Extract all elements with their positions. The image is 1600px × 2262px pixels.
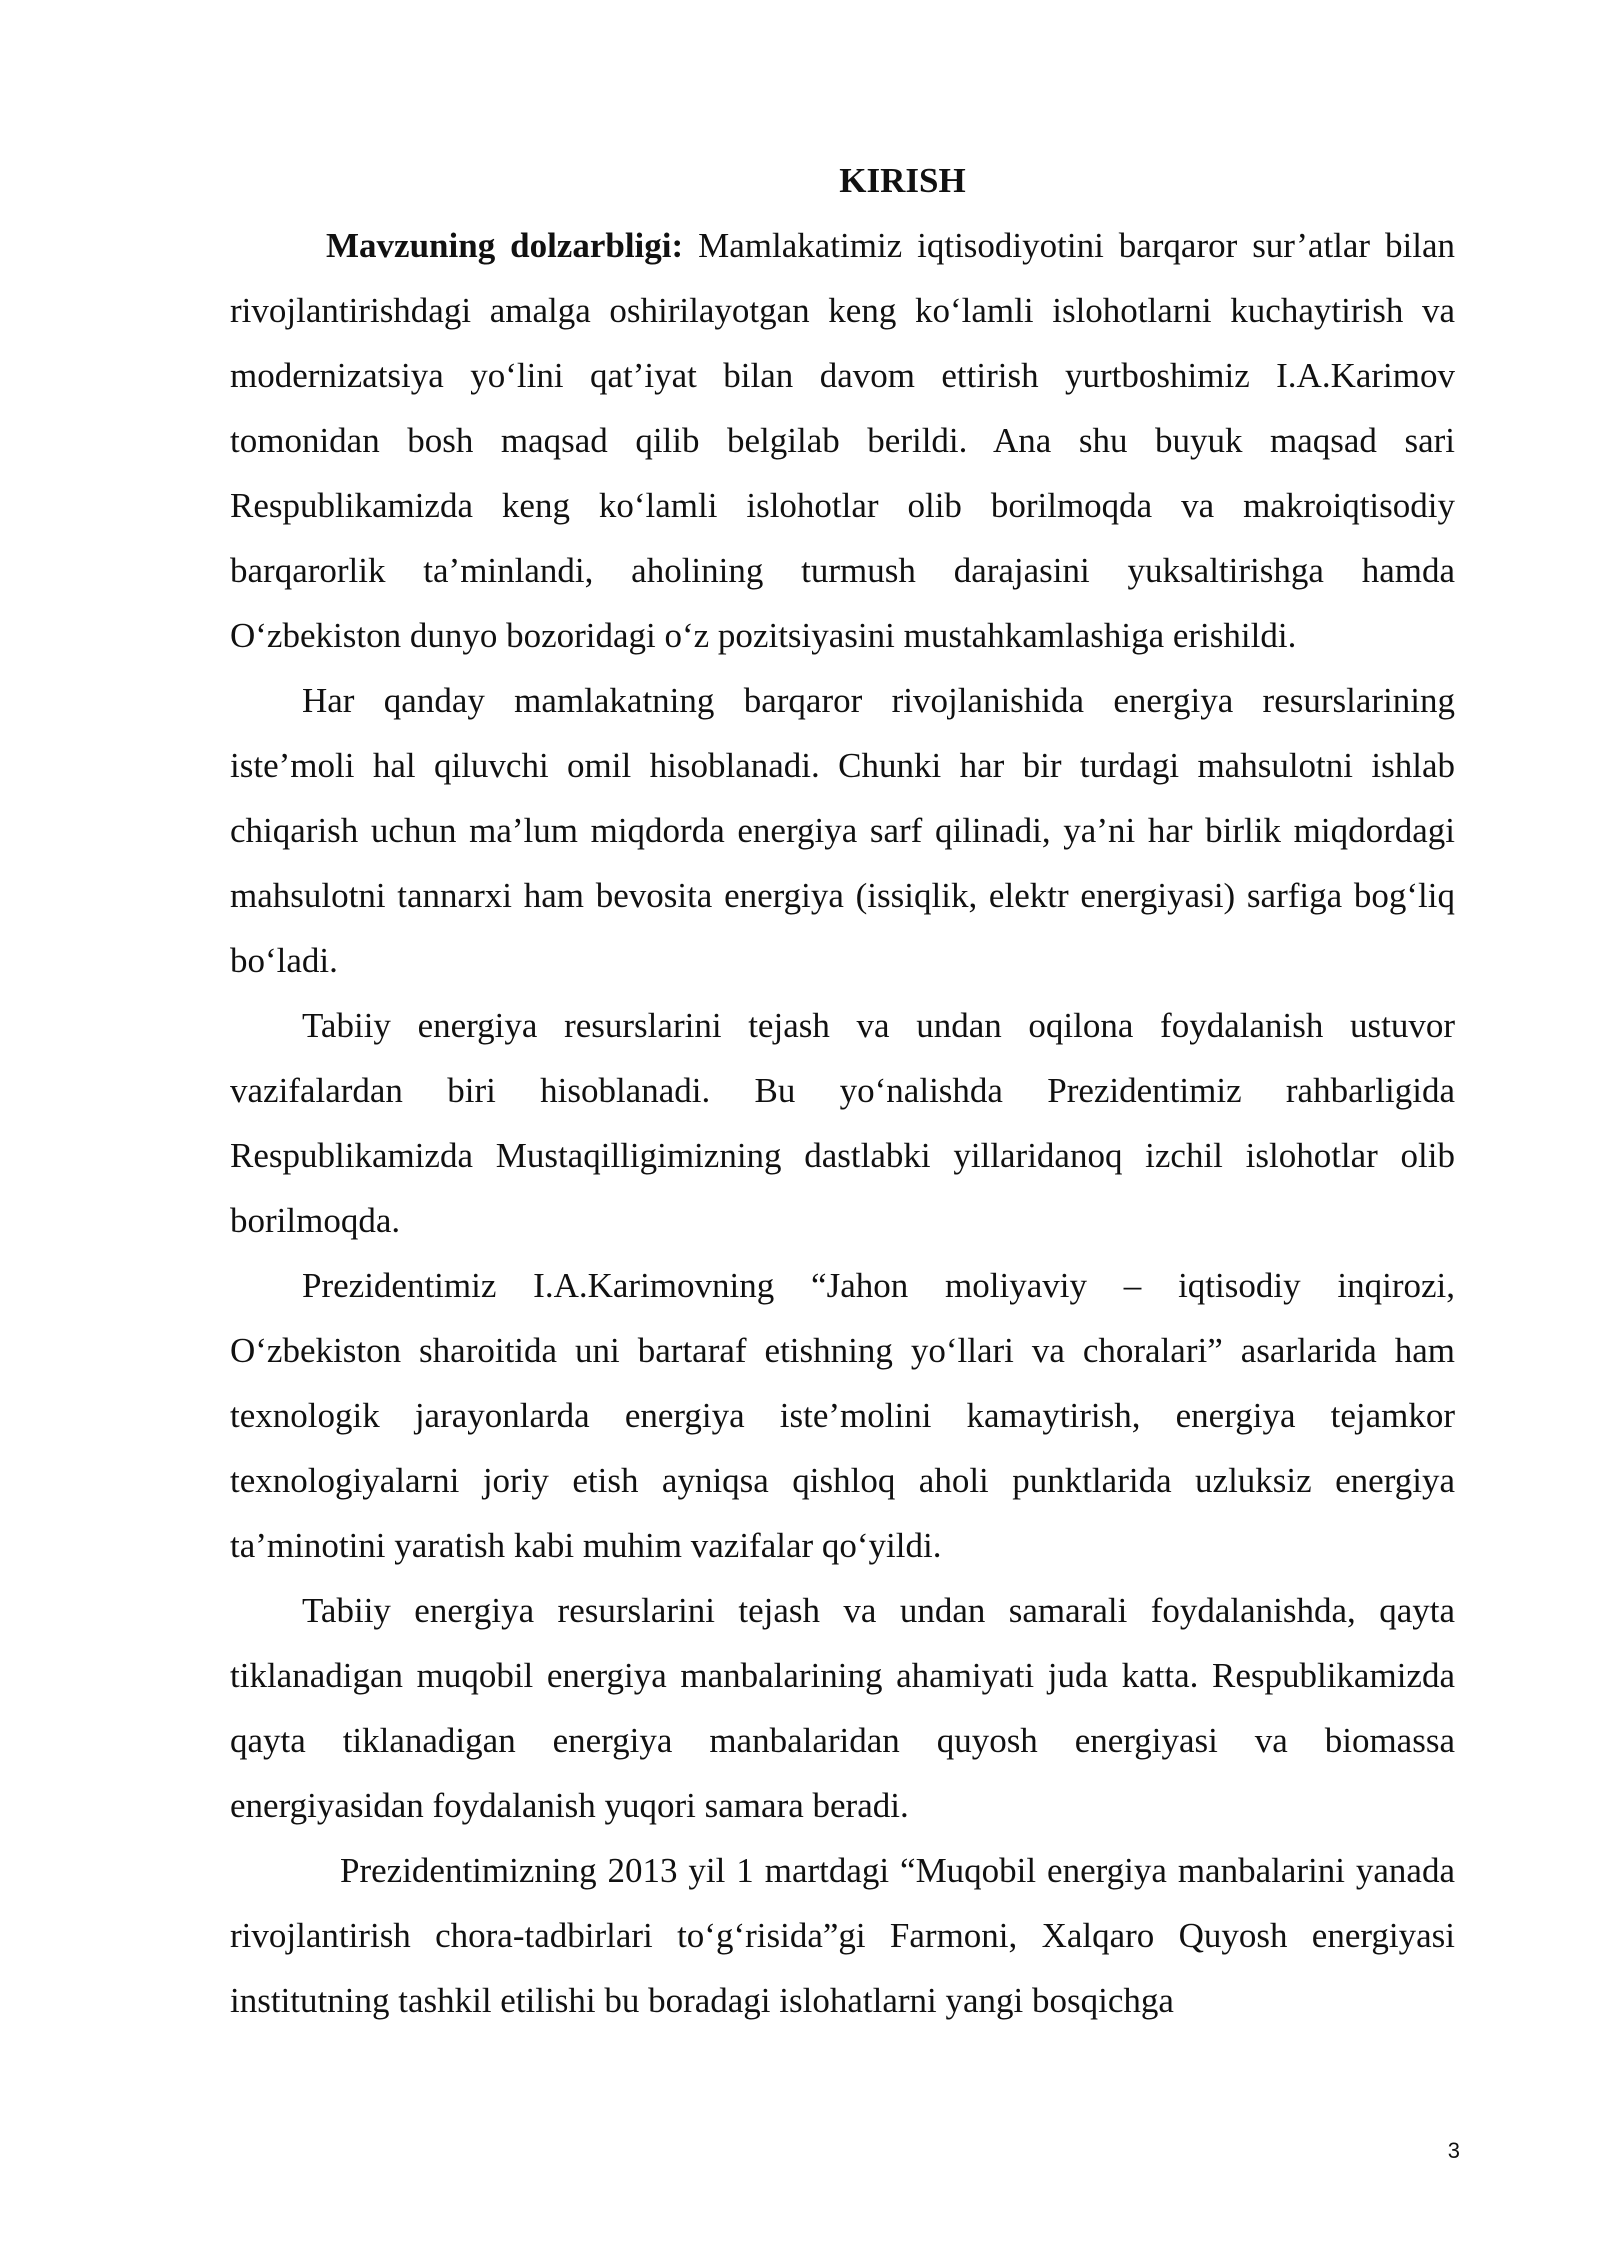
page-number: 3 [1447, 2138, 1460, 2163]
paragraph: Tabiiy energiya resurslarini tejash va undan oqilona foydalanish ustuvor vazifalardan biri hisoblanadi. Bu yo‘nalishda Prezidentimiz rahbarligida Respublikamizda Mustaqilligimizning dastlabki yillaridanoq izchil islohotlar olib borilmoqda. [230, 1006, 1455, 1240]
document-body [230, 148, 1455, 2033]
paragraph-text: Mamlakatimiz iqtisodiyotini barqaror sur’atlar bilan rivojlantirishdagi amalga oshirilayotgan keng ko‘lamli islohotlarni kuchaytirish va modernizatsiya yo‘lini qat’iyat bilan davom ettirish yurtboshimiz I.A.Karimov tomonidan bosh maqsad qilib belgilab berildi. Ana shu buyuk maqsad sari Respublikamizda keng ko‘lamli islohotlar olib borilmoqda va makroiqtisodiy barqarorlik ta’minlandi, aholining turmush darajasini yuksaltirishga hamda O‘zbekiston dunyo bozoridagi o‘z pozitsiyasini mustahkamlashiga erishildi. [230, 226, 1455, 655]
section-title: KIRISH [839, 161, 966, 200]
paragraph: Prezidentimizning 2013 yil 1 martdagi “Muqobil energiya manbalarini yanada rivojlantirish chora-tadbirlari to‘g‘risida”gi Farmoni, Xalqaro Quyosh energiyasi institutning tashkil etilishi bu boradagi islohatlarni yangi bosqichga [230, 1851, 1455, 2020]
paragraph: Har qanday mamlakatning barqaror rivojlanishida energiya resurslarining iste’moli hal qiluvchi omil hisoblanadi. Chunki har bir turdagi mahsulotni ishlab chiqarish uchun ma’lum miqdorda energiya sarf qilinadi, ya’ni har birlik miqdordagi mahsulotni tannarxi ham bevosita energiya (issiqlik, elektr energiyasi) sarfiga bog‘liq bo‘ladi. [230, 681, 1455, 980]
paragraph: Prezidentimiz I.A.Karimovning “Jahon moliyaviy – iqtisodiy inqirozi, O‘zbekiston sharoitida uni bartaraf etishning yo‘llari va choralari” asarlarida ham texnologik jarayonlarda energiya iste’molini kamaytirish, energiya tejamkor texnologiyalarni joriy etish ayniqsa qishloq aholi punktlarida uzluksiz energiya ta’minotini yaratish kabi muhim vazifalar qo‘yildi. [230, 1266, 1455, 1565]
paragraph-relevance [230, 213, 1455, 668]
paragraph: Tabiiy energiya resurslarini tejash va undan samarali foydalanishda, qayta tiklanadigan muqobil energiya manbalarining ahamiyati juda katta. Respublikamizda qayta tiklanadigan energiya manbalaridan quyosh energiyasi va biomassa energiyasidan foydalanish yuqori samara beradi. [230, 1591, 1455, 1825]
paragraph-lead: Mavzuning dolzarbligi: [326, 226, 684, 265]
